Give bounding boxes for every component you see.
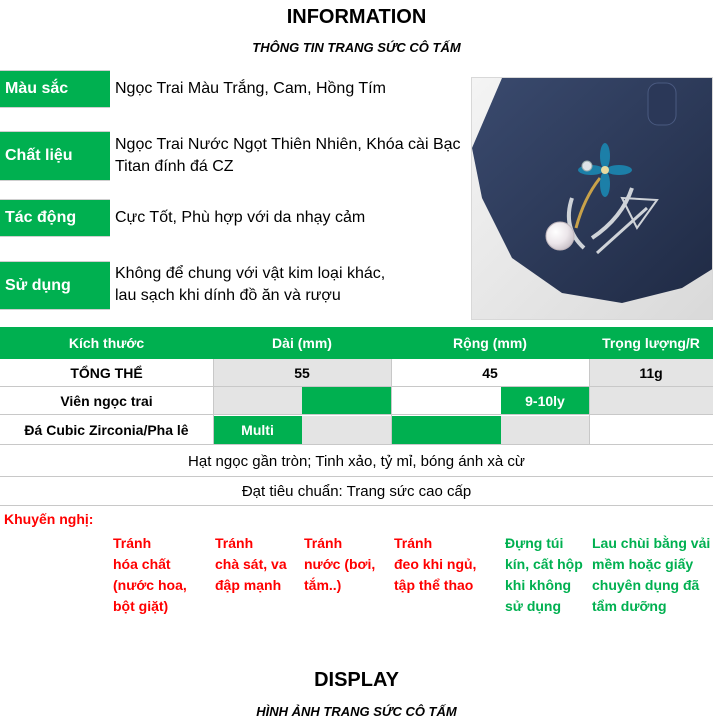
size-cell-green: [302, 387, 391, 414]
advice-item-impact: [215, 533, 305, 596]
advice-line: đập mạnh: [215, 577, 282, 593]
display-subtitle: HÌNH ẢNH TRANG SỨC CÔ TẤM: [256, 704, 457, 719]
note-quality: Hạt ngọc gần tròn; Tinh xảo, tỷ mỉ, bóng ánh xà cừ: [188, 453, 525, 470]
advice-line: đeo khi ngủ,: [394, 556, 477, 572]
table-divider: [213, 359, 214, 444]
spec-value-usage: [115, 263, 465, 307]
size-row-stone-label: Đá Cubic Zirconia/Pha lê: [24, 422, 189, 438]
advice-line: khi không: [505, 577, 572, 593]
size-row-overall-width: 45: [482, 364, 498, 381]
spec-value-usage-line2: lau sạch khi dính đồ ăn và rượu: [115, 287, 341, 304]
brooch-image: [472, 78, 713, 320]
spec-label-material: Chất liệu: [0, 131, 110, 181]
advice-line: nước (bơi,: [304, 556, 376, 572]
advice-line: Tránh: [394, 535, 433, 551]
table-divider: [0, 414, 713, 415]
table-divider: [0, 386, 713, 387]
advice-label: Khuyến nghị:: [4, 511, 94, 527]
size-row-pearl-label: Viên ngọc trai: [60, 392, 153, 409]
size-cell-grey: [501, 416, 589, 444]
advice-line: (nước hoa,: [113, 577, 187, 593]
spec-value-material-line1: Ngọc Trai Nước Ngọt Thiên Nhiên, Khóa cài Bạc: [115, 136, 461, 153]
size-header-weight: Trọng lượng/R: [602, 335, 700, 351]
table-divider: [391, 359, 392, 444]
page-title: INFORMATION: [286, 6, 427, 28]
size-cell-empty: [589, 416, 713, 444]
advice-line: tắm..): [304, 577, 342, 593]
table-divider: [589, 359, 590, 444]
size-cell-grey: [213, 387, 302, 414]
spec-label-effect: Tác động: [0, 199, 110, 237]
size-row-overall-length: 55: [213, 359, 391, 386]
advice-line: tẩm dưỡng: [592, 598, 667, 614]
advice-line: chuyên dụng đã: [592, 577, 700, 593]
size-header-dimension: Kích thước: [68, 335, 145, 351]
advice-line: mềm hoặc giấy: [592, 556, 694, 572]
size-table-header: [0, 327, 713, 359]
table-divider: [0, 476, 713, 477]
size-row-stone-value: Multi: [213, 416, 302, 444]
table-divider: [0, 444, 713, 445]
advice-line: tập thể thao: [394, 577, 474, 593]
advice-line: bột giặt): [113, 598, 169, 614]
spec-value-material-line2: Titan đính đá CZ: [115, 158, 234, 175]
advice-line: Đựng túi: [505, 535, 564, 551]
size-cell-grey: [589, 387, 713, 414]
advice-item-water: [304, 533, 394, 596]
advice-item-chemicals: [113, 533, 211, 617]
advice-item-cleaning: [592, 533, 713, 617]
spec-label-usage: Sử dụng: [0, 261, 110, 310]
advice-line: Tránh: [113, 535, 152, 551]
advice-line: Tránh: [215, 535, 254, 551]
table-divider: [0, 505, 713, 506]
size-cell-green: [391, 416, 501, 444]
size-cell-empty: [391, 387, 501, 414]
page-subtitle: THÔNG TIN TRANG SỨC CÔ TẤM: [252, 40, 461, 55]
note-standard: Đạt tiêu chuẩn: Trang sức cao cấp: [241, 483, 472, 500]
size-row-overall-label: TỔNG THỂ: [70, 364, 143, 381]
advice-item-storage: [505, 533, 590, 617]
advice-line: chà sát, va: [215, 556, 287, 572]
advice-line: hóa chất: [113, 556, 171, 572]
spec-value-material: [115, 134, 465, 178]
size-cell-grey: [302, 416, 391, 444]
size-header-width: Rộng (mm): [453, 335, 527, 351]
product-photo: [471, 77, 713, 320]
spec-value-usage-line1: Không để chung với vật kim loại khác,: [115, 265, 386, 282]
spec-label-color: Màu sắc: [0, 70, 110, 108]
spec-value-effect: Cực Tốt, Phù hợp với da nhạy cảm: [115, 209, 366, 226]
advice-item-sleep: [394, 533, 499, 596]
spec-value-color: Ngọc Trai Màu Trắng, Cam, Hồng Tím: [115, 80, 386, 97]
advice-line: sử dụng: [505, 598, 562, 614]
size-row-pearl-size: 9-10ly: [501, 387, 589, 414]
display-title: DISPLAY: [314, 669, 399, 691]
advice-line: kín, cất hộp: [505, 556, 583, 572]
advice-line: Tránh: [304, 535, 343, 551]
size-row-overall-weight: 11g: [589, 359, 713, 386]
advice-line: Lau chùi bằng vải: [592, 535, 711, 551]
size-header-length: Dài (mm): [272, 335, 332, 351]
